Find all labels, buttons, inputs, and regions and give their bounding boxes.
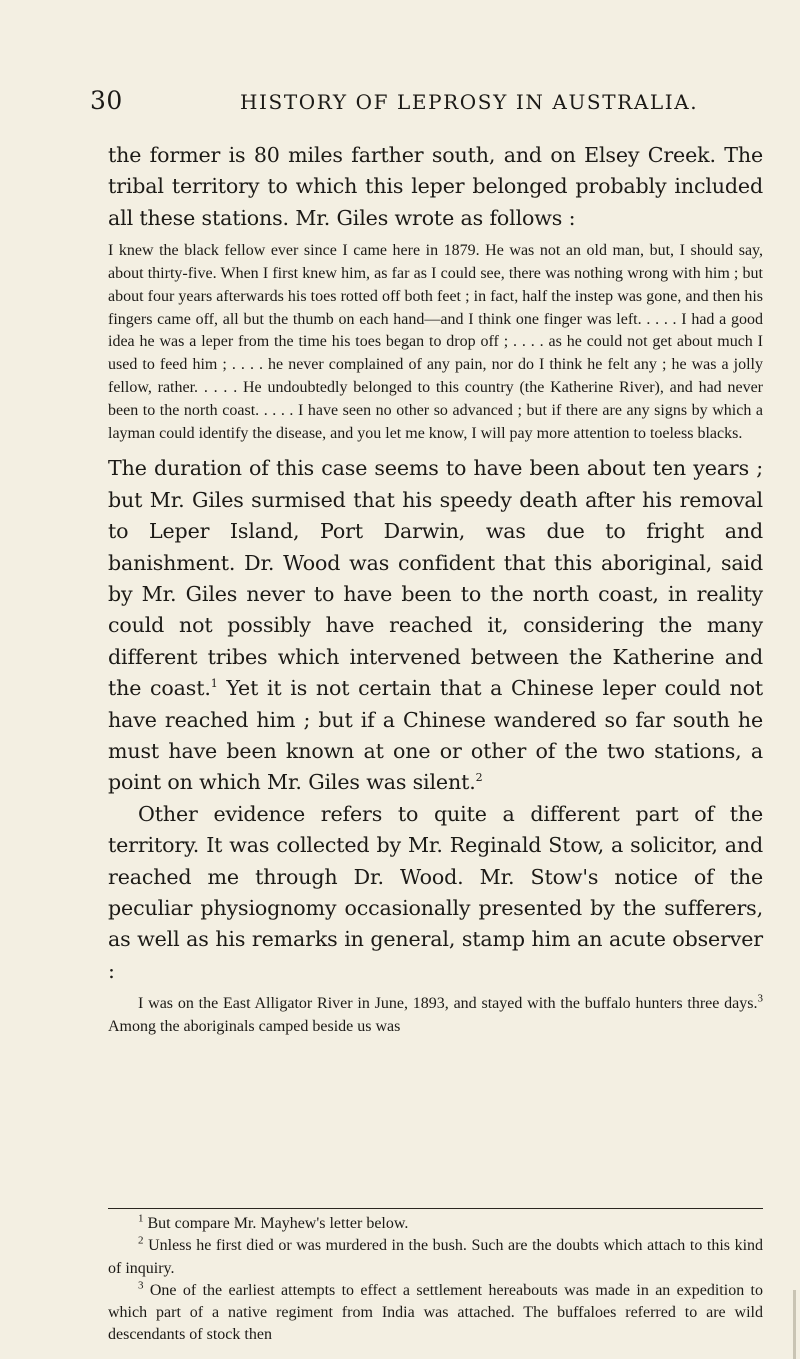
quoted-letter-giles: I knew the black fellow ever since I came here in 1879. He was not an old man, but, I should say, about thirty-five. When I first knew him, as far as I could see, there was nothing wrong with him ; but about four years afterwards his toes rotted off both feet ; in fact, half the instep was gone, and then his fingers came off, all but the thumb on each hand—and I think one finger was left. . . . . I had a good idea he was a leper from the time his toes began to drop off ; . . . . as he could not get about much I used to feed him ; . . . . he never complained of any pain, nor do I think he felt any ; he was a jolly fellow, rather. . . . . He undoubtedly belonged to this country (the Katherine River), and had never been to the north coast. . . . . I have seen no other so advanced ; but if there are any signs by which a layman could identify the disease, and you let me know, I will pay more attention to toeless blacks. bbox=[108, 242, 763, 442]
footnote-mark: 3 bbox=[138, 1279, 144, 1292]
footnote-text: But compare Mr. Mayhew's letter below. bbox=[147, 1215, 409, 1232]
footnote-2 bbox=[108, 1235, 763, 1280]
footnotes bbox=[108, 1213, 763, 1347]
footnote-mark: 2 bbox=[138, 1234, 144, 1247]
running-head: HISTORY OF LEPROSY IN AUSTRALIA. bbox=[240, 90, 699, 114]
footnote-3 bbox=[108, 1280, 763, 1347]
paragraph-duration bbox=[108, 453, 763, 798]
paragraph-other-evidence: Other evidence refers to quite a different part of the territory. It was collected by Mr. Reginald Stow, a solicitor, and reached me through Dr. Wood. Mr. Stow's notice of the peculiar physiognomy occasionally presented by the sufferers, as well as his remarks in general, stamp him an acute observer : bbox=[108, 801, 763, 983]
footnote-text: One of the earliest attempts to effect a settlement hereabouts was made in an expedition to which part of a native regiment from India was attached. The buffaloes referred to are wild descendants of stock then bbox=[108, 1281, 764, 1344]
paragraph-continuation: the former is 80 miles farther south, and on Elsey Creek. The tribal territory to which this leper belonged probably included all these stations. Mr. Giles wrote as follows : bbox=[108, 143, 763, 230]
footnote-1 bbox=[108, 1213, 763, 1235]
page-header bbox=[90, 86, 760, 120]
page-number: 30 bbox=[90, 86, 123, 115]
paragraph-duration-part1: The duration of this case seems to have been about ten years ; but Mr. Giles surmised that his speedy death after his removal to Leper Island, Port Darwin, was due to fright and banishment. Dr. Wood was confident that this aboriginal, said by Mr. Giles never to have been to the north coast, in reality could not possibly have reached it, considering the many different tribes which intervened between the Katherine and the coast. bbox=[108, 456, 763, 701]
footnote-text: Unless he first died or was murdered in the bush. Such are the doubts which attach to this kind of inquiry. bbox=[108, 1237, 764, 1277]
footnote-ref-3: 3 bbox=[757, 992, 763, 1005]
footnote-ref-1: 1 bbox=[210, 677, 218, 691]
quoted-letter-stow-part1: I was on the East Alligator River in June, 1893, and stayed with the buffalo hunters three days. bbox=[138, 995, 758, 1013]
page-edge-shadow bbox=[793, 1290, 796, 1359]
paragraph-duration-part2: Yet it is not certain that a Chinese leper could not have reached him ; but if a Chinese wandered so far south he must have been known at one or other of the two stations, a point on which Mr. Giles was silent. bbox=[108, 676, 763, 795]
page-body bbox=[108, 140, 763, 1039]
quoted-letter-stow bbox=[108, 993, 763, 1039]
footnote-ref-2: 2 bbox=[475, 771, 483, 785]
footnote-divider bbox=[108, 1208, 763, 1209]
footnote-mark: 1 bbox=[138, 1212, 144, 1225]
quoted-letter-stow-part2: Among the aboriginals camped beside us was bbox=[108, 1018, 401, 1036]
